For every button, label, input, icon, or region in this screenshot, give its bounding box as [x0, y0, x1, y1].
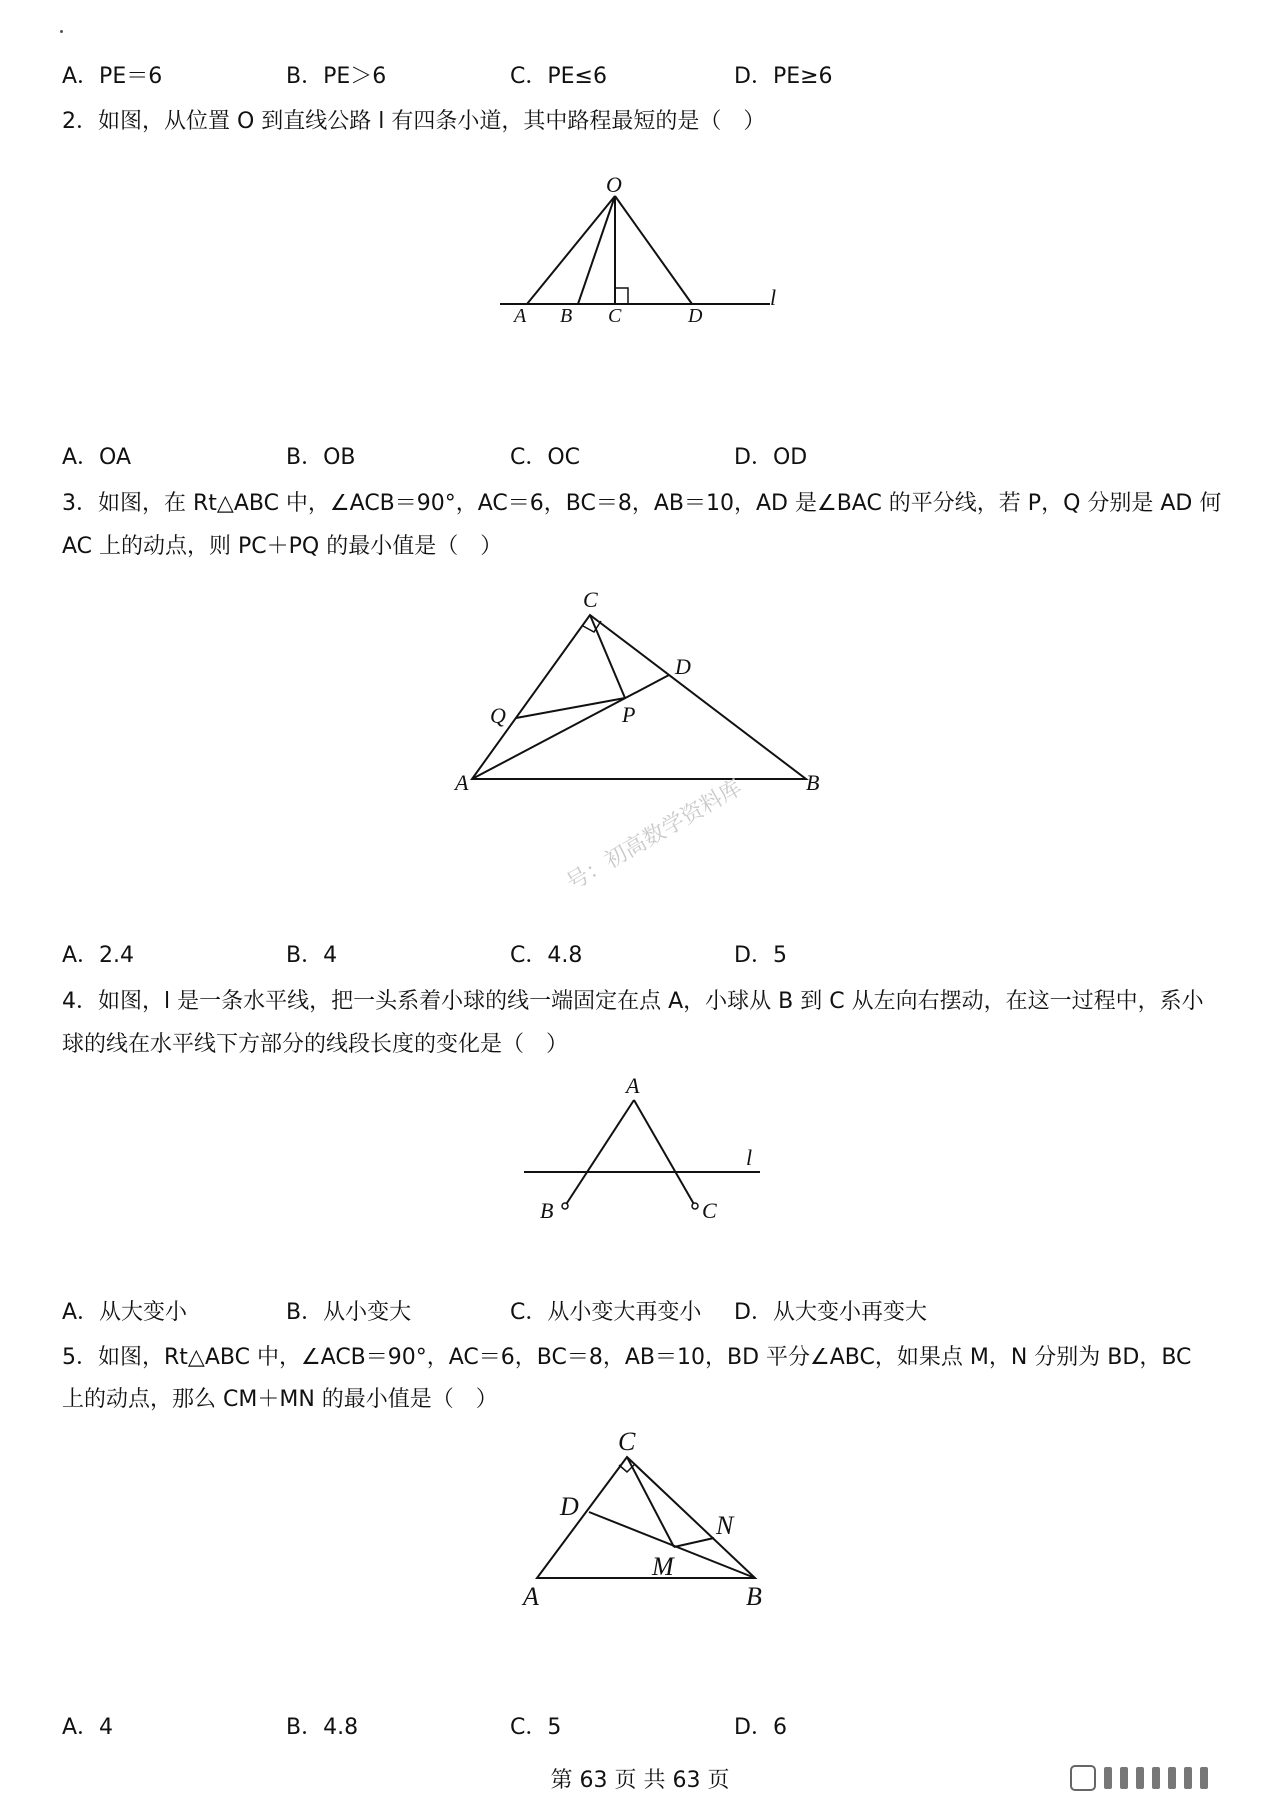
q4-stem-line2: 球的线在水平线下方部分的线段长度的变化是（ ）: [62, 1032, 569, 1057]
q5-option-a: A．4: [62, 1715, 114, 1740]
q5-figure: [0, 1427, 1280, 1630]
scroll-indicator[interactable]: [1070, 1765, 1250, 1791]
segment-CM: [627, 1457, 674, 1547]
bar-icon: [1200, 1767, 1208, 1789]
label-B: B: [540, 1198, 554, 1223]
bar-icon: [1104, 1767, 1112, 1789]
q3-stem-line2: AC 上的动点，则 PC＋PQ 的最小值是（ ）: [62, 534, 503, 559]
label-C: C: [608, 305, 622, 327]
label-B: B: [746, 1582, 762, 1611]
option-d: D．PE≥6: [734, 64, 833, 89]
label-l: l: [770, 285, 777, 310]
q3-stem-line1: 3．如图，在 Rt△ABC 中，∠ACB＝90°，AC＝6，BC＝8，AB＝10，AD 是∠BAC 的平分线，若 P，Q 分别是 AD 何: [62, 491, 1222, 516]
q5-option-c: C．5: [510, 1715, 562, 1740]
segment-OB: [578, 196, 615, 304]
bar-icon: [1168, 1767, 1176, 1789]
q5-stem-line1: 5．如图，Rt△ABC 中，∠ACB＝90°，AC＝6，BC＝8，AB＝10，BD 平分∠ABC，如果点 M，N 分别为 BD，BC: [62, 1345, 1192, 1370]
q2-option-d: D．OD: [734, 445, 808, 470]
bar-icon: [1120, 1767, 1128, 1789]
q3-option-d: D．5: [734, 943, 787, 968]
label-A: A: [455, 770, 469, 795]
label-D: D: [688, 305, 703, 327]
label-O: O: [606, 172, 622, 197]
label-l: l: [746, 1145, 753, 1170]
q3-option-b: B．4: [286, 943, 338, 968]
q2-figure: [0, 170, 1280, 330]
q3-figure: [0, 585, 1280, 805]
q3-option-c: C．4.8: [510, 943, 583, 968]
label-B: B: [560, 305, 573, 327]
label-C: C: [702, 1198, 717, 1223]
string-AC: [634, 1100, 695, 1206]
q2-option-c: C．OC: [510, 445, 581, 470]
bar-icon: [1152, 1767, 1160, 1789]
page-footer: 第 63 页 共 63 页: [550, 1768, 730, 1793]
segment-OA: [527, 196, 615, 304]
q3-option-a: A．2.4: [62, 943, 135, 968]
bar-icon: [1184, 1767, 1192, 1789]
right-angle-mark: [615, 288, 628, 304]
thumbnail-icon[interactable]: [1070, 1765, 1096, 1791]
segment-PQ: [516, 698, 625, 718]
q2-option-b: B．OB: [286, 445, 356, 470]
label-D: D: [560, 1492, 579, 1521]
option-c: C．PE≤6: [510, 64, 607, 89]
q5-stem-line2: 上的动点，那么 CM＋MN 的最小值是（ ）: [62, 1387, 498, 1412]
label-N: N: [716, 1511, 734, 1540]
ball-B: [562, 1203, 568, 1209]
label-A: A: [523, 1582, 539, 1611]
triangle-ABC: [472, 615, 806, 779]
label-A: A: [626, 1073, 640, 1098]
q5-option-d: D．6: [734, 1715, 787, 1740]
label-B: B: [806, 770, 820, 795]
string-AB: [565, 1100, 634, 1206]
label-C: C: [583, 587, 598, 612]
option-a: A．PE＝6: [62, 64, 163, 89]
q4-option-a: A．从大变小: [62, 1300, 188, 1325]
q4-figure: [0, 1070, 1280, 1230]
ball-C: [692, 1203, 698, 1209]
option-b: B．PE＞6: [286, 64, 387, 89]
label-Q: Q: [490, 703, 506, 728]
label-A: A: [514, 305, 527, 327]
q4-option-d: D．从大变小再变大: [734, 1300, 927, 1325]
q4-stem-line1: 4．如图，l 是一条水平线，把一头系着小球的线一端固定在点 A，小球从 B 到 C 从左向右摆动，在这一过程中，系小: [62, 989, 1204, 1014]
label-D: D: [675, 654, 691, 679]
label-M: M: [652, 1552, 674, 1581]
scan-dot: [60, 30, 63, 33]
q2-option-a: A．OA: [62, 445, 132, 470]
label-C: C: [618, 1427, 636, 1456]
segment-MN: [674, 1538, 714, 1547]
watermark: 号：初高数学资料库: [562, 775, 747, 896]
q5-option-b: B．4.8: [286, 1715, 359, 1740]
q2-stem: 2．如图，从位置 O 到直线公路 l 有四条小道，其中路程最短的是（ ）: [62, 109, 766, 134]
label-P: P: [622, 702, 636, 727]
bar-icon: [1136, 1767, 1144, 1789]
q4-option-b: B．从小变大: [286, 1300, 412, 1325]
q4-option-c: C．从小变大再变小: [510, 1300, 702, 1325]
